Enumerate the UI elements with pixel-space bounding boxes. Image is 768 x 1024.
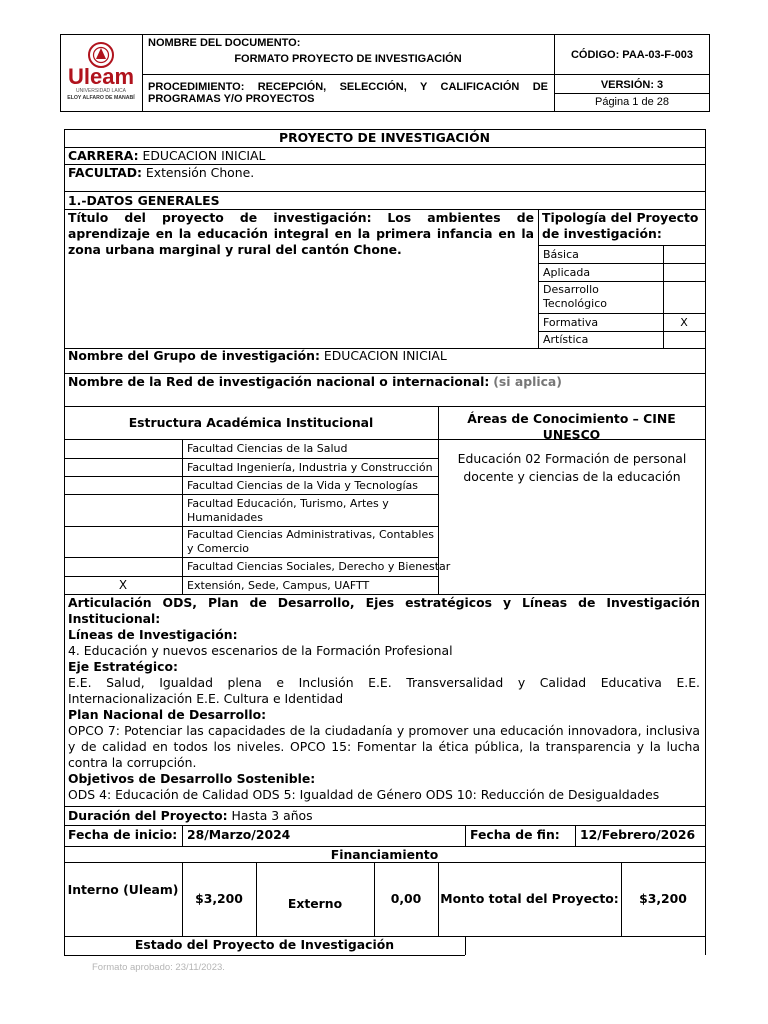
monto-value: $3,200	[639, 891, 687, 906]
svg-text:UNIVERSIDAD LAICA: UNIVERSIDAD LAICA	[75, 88, 127, 94]
procedure-line-1: PROCEDIMIENTO: RECEPCIÓN, SELECCIÓN, Y CALIFICACIÓN DE	[148, 81, 548, 93]
datos-generales-heading: 1.-DATOS GENERALES	[68, 193, 220, 208]
row-line	[64, 458, 438, 459]
eje-value: E.E. Salud, Igualdad plena e Inclusión E.E. Transversalidad y Calidad Educativa E.E. Internacionalización E.E. Cultura e Identidad	[68, 675, 700, 706]
row-line	[538, 281, 705, 282]
lineas-value: 4. Educación y nuevos escenarios de la Formación Profesional	[68, 643, 453, 658]
footer-note: Formato aprobado: 23/11/2023.	[92, 962, 225, 973]
externo-value: 0,00	[390, 891, 422, 906]
fin-label: Fecha de fin:	[470, 827, 560, 842]
red-label: Nombre de la Red de investigación nacional o internacional:	[68, 374, 490, 389]
red-row	[68, 374, 562, 390]
facultad-item: Facultad Ciencias Administrativas, Contables y Comercio	[187, 528, 434, 555]
header-divider	[142, 74, 710, 75]
eje-label: Eje Estratégico:	[68, 659, 178, 674]
carrera-value: EDUCACION INICIAL	[142, 148, 266, 163]
col-line	[663, 245, 664, 348]
col-line	[465, 936, 466, 955]
areas-value: Educación 02 Formación de personal docente y ciencias de la educación	[457, 451, 687, 484]
ods-label: Objetivos de Desarrollo Sostenible:	[68, 771, 316, 786]
table-border	[705, 129, 706, 955]
facultad-item: Facultad Educación, Turismo, Artes y Humanidades	[187, 497, 389, 524]
col-line	[182, 825, 183, 846]
duracion-label: Duración del Proyecto:	[68, 808, 228, 823]
row-line	[64, 557, 438, 558]
estado-label: Estado del Proyecto de Investigación	[134, 937, 395, 952]
svg-text:ELOY ALFARO DE MANABÍ: ELOY ALFARO DE MANABÍ	[67, 95, 135, 101]
facultad-item: Facultad Ciencias Sociales, Derecho y Bienestar	[187, 560, 451, 573]
row-line	[538, 331, 705, 332]
articulacion-title: Articulación ODS, Plan de Desarrollo, Ejes estratégicos y Líneas de Investigación Institucional:	[68, 595, 700, 626]
facultad-item: Facultad Ingeniería, Industria y Construcción	[187, 461, 433, 474]
tipologia-title: Tipología del Proyecto de investigación:	[542, 210, 699, 241]
titulo-block	[68, 210, 534, 258]
lineas-label: Líneas de Investigación:	[68, 627, 238, 642]
facultad-label: FACULTAD:	[68, 165, 142, 180]
facultad-item: Facultad Ciencias de la Vida y Tecnologías	[187, 479, 418, 492]
articulacion-block	[68, 595, 700, 803]
red-value: (si aplica)	[493, 374, 562, 389]
row-line	[64, 825, 705, 826]
header-divider	[554, 93, 710, 94]
row-line	[64, 494, 438, 495]
grupo-label: Nombre del Grupo de investigación:	[68, 348, 320, 363]
facultad-item-extension: Extensión, Sede, Campus, UAFTT	[187, 579, 370, 592]
ods-value: ODS 4: Educación de Calidad ODS 5: Igualdad de Género ODS 10: Reducción de Desigualdades	[68, 787, 660, 802]
col-line	[538, 209, 539, 348]
procedure-line-2: PROGRAMAS Y/O PROYECTOS	[148, 93, 315, 105]
doc-name-value: FORMATO PROYECTO DE INVESTIGACIÓN	[234, 53, 462, 65]
row-line	[64, 439, 705, 440]
row-line	[64, 806, 705, 807]
table-border	[64, 129, 65, 955]
row-line	[64, 476, 438, 477]
doc-name-label: NOMBRE DEL DOCUMENTO:	[148, 37, 301, 49]
areas-title: Áreas de Conocimiento – CINE UNESCO	[467, 411, 676, 442]
uleam-logo	[62, 40, 140, 110]
interno-label: Interno (Uleam)	[67, 882, 179, 897]
facultad-row	[68, 165, 254, 181]
svg-text:Uleam: Uleam	[67, 64, 135, 89]
titulo-label: Título del proyecto de investigación:	[68, 210, 372, 225]
row-line	[64, 576, 438, 577]
financiamiento-title: Financiamiento	[330, 847, 439, 862]
row-line	[538, 313, 705, 314]
col-line	[575, 825, 576, 846]
row-line	[64, 862, 705, 863]
row-line	[538, 245, 705, 246]
row-line	[64, 191, 705, 192]
row-line	[64, 406, 705, 407]
tipologia-aplicada: Aplicada	[543, 266, 591, 279]
form-title: PROYECTO DE INVESTIGACIÓN	[279, 130, 490, 145]
uleam-seal-icon	[62, 40, 140, 110]
plan-value: OPCO 7: Potenciar las capacidades de la ciudadanía y promover una educación innovadora, inclusiva y de calidad en todos los niveles. OPCO 15: Fomentar la ética pública, la transparencia y la lucha contra la corrupción.	[68, 723, 700, 770]
inicio-label: Fecha de inicio:	[68, 827, 178, 842]
doc-version: VERSIÓN: 3	[600, 79, 664, 91]
tipologia-mark-formativa: X	[680, 316, 688, 329]
row-line	[64, 526, 438, 527]
facultad-item: Facultad Ciencias de la Salud	[187, 442, 348, 455]
duracion-row	[68, 808, 313, 824]
doc-code: CÓDIGO: PAA-03-F-003	[570, 49, 694, 61]
facultad-mark-extension: X	[118, 578, 128, 592]
grupo-value: EDUCACION INICIAL	[323, 348, 447, 363]
fin-value: 12/Febrero/2026	[580, 827, 696, 842]
facultad-value: Extensión Chone.	[145, 165, 255, 180]
row-line	[64, 955, 465, 956]
duracion-value: Hasta 3 años	[231, 808, 313, 823]
interno-value: $3,200	[195, 891, 243, 906]
inicio-value: 28/Marzo/2024	[187, 827, 291, 842]
col-line	[182, 439, 183, 594]
tipologia-artistica: Artística	[543, 333, 589, 346]
row-line	[538, 263, 705, 264]
tipologia-formativa: Formativa	[543, 316, 599, 329]
carrera-label: CARRERA:	[68, 148, 139, 163]
tipologia-desarrollo: Desarrollo Tecnológico	[543, 283, 607, 310]
estructura-title: Estructura Académica Institucional	[128, 415, 374, 430]
monto-label: Monto total del Proyecto:	[440, 891, 619, 906]
titulo-value: Los ambientes de aprendizaje en la educación integral en la primera infancia en la zona urbana marginal y rural del cantón Chone.	[68, 210, 534, 257]
header-divider	[142, 34, 143, 112]
carrera-row	[68, 148, 265, 164]
externo-label: Externo	[287, 896, 343, 911]
col-line	[465, 825, 466, 846]
plan-label: Plan Nacional de Desarrollo:	[68, 707, 267, 722]
tipologia-basica: Básica	[543, 248, 579, 261]
page-number: Página 1 de 28	[594, 96, 669, 108]
grupo-row	[68, 348, 447, 364]
